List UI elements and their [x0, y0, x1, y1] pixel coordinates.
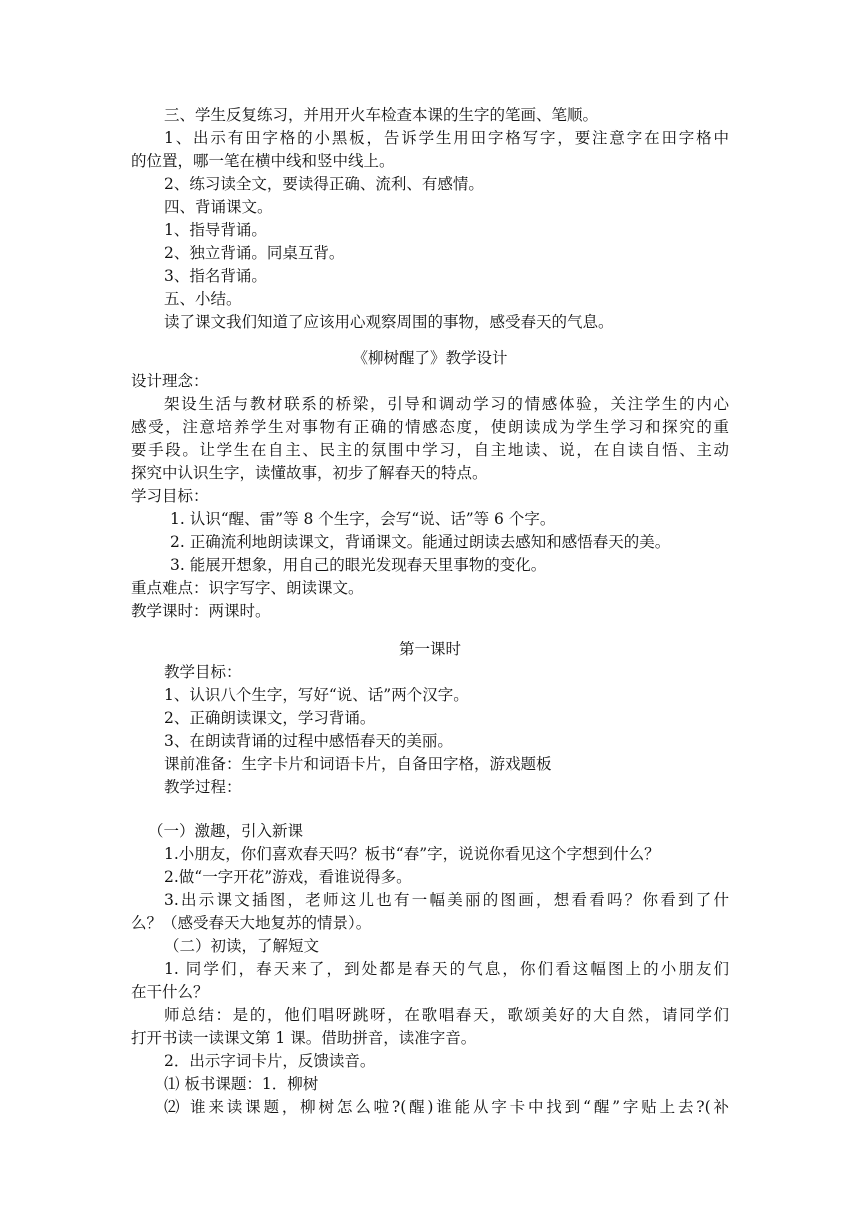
goals-label: 学习目标：	[131, 487, 209, 505]
goal-item-1: 1. 认识“醒、雷”等 8 个生字，会写“说、话”等 6 个字。	[170, 510, 556, 528]
teacher-summary-line-2: 打开书读一读课文第 1 课。借助拼音，读准字音。	[131, 1029, 477, 1047]
recite-item-2: 2、独立背诵。同桌互背。	[164, 244, 345, 262]
section-2-heading: （二）初读，了解短文	[164, 937, 320, 955]
step-2-line: 2、练习读全文，要读得正确、流利、有感情。	[164, 175, 484, 193]
process-item-1: 1.小朋友，你们喜欢春天吗？板书“春”字，说说你看见这个字想到什么？	[164, 845, 660, 863]
step-3-heading: 三、学生反复练习，并用开火车检查本课的生字的笔画、笔顺。	[164, 106, 599, 124]
process-item-3-line-2: 么？（感受春天大地复苏的情景）。	[131, 914, 372, 932]
class-hours: 教学课时：两课时。	[131, 602, 271, 620]
objectives-label: 教学目标：	[164, 663, 242, 681]
lesson-1-title: 第一课时	[398, 640, 461, 658]
process-item-2: 2.做“一字开花”游戏，看谁说得多。	[164, 868, 412, 886]
recite-item-3: 3、指名背诵。	[164, 267, 267, 285]
step-1-line-2: 的位置，哪一笔在横中线和竖中线上。	[131, 152, 395, 170]
recite-item-1: 1、指导背诵。	[164, 221, 267, 239]
concept-label: 设计理念：	[131, 372, 209, 390]
section-1-heading: （一）激趣，引入新课	[148, 822, 304, 840]
objective-item-3: 3、在朗读背诵的过程中感悟春天的美丽。	[164, 732, 453, 750]
concept-line-3: 要手段。让学生在自主、民主的氛围中学习，自主地读、说，在自读自悟、主动	[131, 441, 729, 459]
step-4-heading: 四、背诵课文。	[164, 198, 273, 216]
key-points: 重点难点：识字写字、朗读课文。	[131, 579, 364, 597]
concept-line-1: 架设生活与教材联系的桥梁，引导和调动学习的情感体验，关注学生的内心	[164, 395, 729, 413]
question-2-line: 2．出示字词卡片，反馈读音。	[164, 1052, 376, 1070]
objective-item-2: 2、正确朗读课文，学习背诵。	[164, 709, 376, 727]
question-1-line-1: 1. 同学们，春天来了，到处都是春天的气息，你们看这幅图上的小朋友们	[164, 960, 729, 978]
summary-line: 读了课文我们知道了应该用心观察周围的事物，感受春天的气息。	[164, 313, 614, 331]
step-5-heading: 五、小结。	[164, 290, 242, 308]
goal-item-2: 2. 正确流利地朗读课文，背诵课文。能通过朗读去感知和感悟春天的美。	[170, 533, 671, 551]
goal-item-3: 3. 能展开想象，用自己的眼光发现春天里事物的变化。	[170, 556, 547, 574]
concept-line-4: 探究中认识生字，读懂故事，初步了解春天的特点。	[131, 464, 488, 482]
process-item-3-line-1: 3.出示课文插图，老师这儿也有一幅美丽的图画，想看看吗？你看到了什	[164, 891, 729, 909]
question-2-sub-1: ⑴ 板书课题：1．柳树	[164, 1075, 319, 1093]
preparation-line: 课前准备：生字卡片和词语卡片，自备田字格，游戏题板	[164, 755, 552, 773]
concept-line-2: 感受，注意培养学生对事物有正确的情感态度，使朗读成为学生学习和探究的重	[131, 418, 729, 436]
objective-item-1: 1、认识八个生字，写好“说、话”两个汉字。	[164, 686, 469, 704]
design-title: 《柳树醒了》教学设计	[352, 349, 508, 367]
teacher-summary-line-1: 师总结：是的，他们唱呀跳呀，在歌唱春天，歌颂美好的大自然，请同学们	[164, 1006, 729, 1024]
question-2-sub-2: ⑵ 谁来读课题，柳树怎么啦?(醒)谁能从字卡中找到“醒”字贴上去?(补	[164, 1098, 729, 1116]
process-label: 教学过程：	[164, 778, 242, 796]
step-1-line-1: 1、出示有田字格的小黑板，告诉学生用田字格写字，要注意字在田字格中	[164, 129, 729, 147]
question-1-line-2: 在干什么？	[131, 983, 209, 1001]
